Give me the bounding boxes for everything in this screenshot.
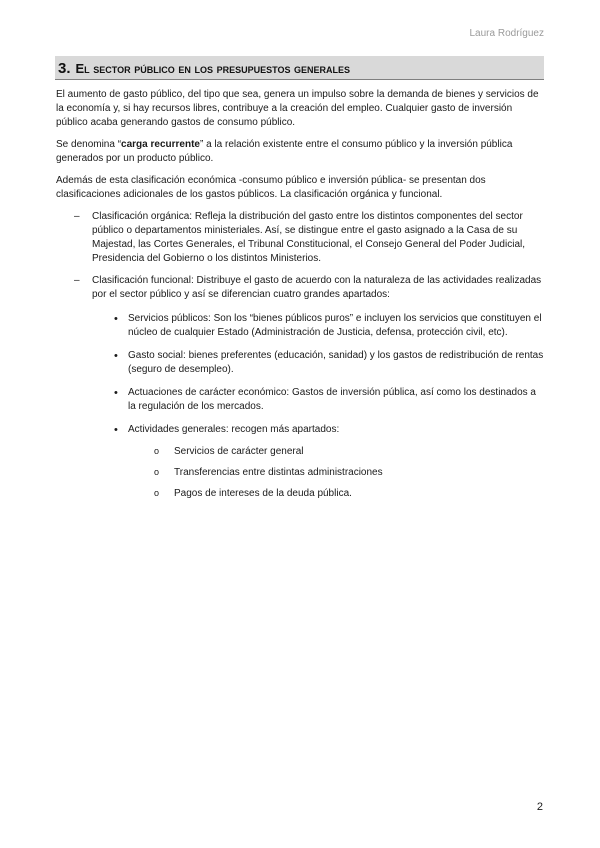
section-body — [56, 88, 544, 510]
list-item — [92, 423, 544, 501]
list-item — [92, 312, 544, 340]
list-item — [92, 386, 544, 414]
classification-organica — [56, 210, 544, 266]
page-number: 2 — [536, 801, 543, 813]
section-heading — [55, 56, 544, 80]
list-item-text: Actuaciones de carácter económico: Gastos de inversión pública, así como los destinados a la regulación de los mercados. — [128, 387, 536, 412]
sub-list-item: o Pagos de intereses de la deuda pública. — [128, 487, 544, 501]
section-title: El sector público en los presupuestos generales — [75, 61, 351, 76]
list-item-text: Servicios públicos: Son los “bienes públicos puros” e incluyen los servicios que constituyen el núcleo de cualquier Estado (Administración de Justicia, defensa, protección civil, etc). — [128, 313, 542, 338]
general-subitems-list — [128, 445, 544, 501]
paragraph-clasificaciones: Además de esta clasificación económica -consumo público e inversión pública- se presentan dos clasificaciones adicionales de los gastos públicos. La clasificación orgánica y funcional. — [56, 175, 486, 200]
paragraph-text: Se denomina “ — [56, 139, 122, 150]
list-item-text: Gasto social: bienes preferentes (educación, sanidad) y los gastos de redistribución de rentas (seguro de desempleo). — [128, 350, 544, 375]
classification-funcional — [56, 274, 544, 501]
list-item-text: Actividades generales: recogen más apartados: — [128, 424, 340, 435]
sub-list-item: o Transferencias entre distintas administraciones — [128, 466, 544, 480]
paragraph-text: ” a la relación existente entre el consumo público y la inversión pública generados por un producto público. — [56, 139, 513, 164]
header-author: Laura Rodríguez — [469, 28, 544, 39]
paragraph-gasto-publico: El aumento de gasto público, del tipo que sea, genera un impulso sobre la demanda de bienes y servicios de la economía y, si hay recursos libres, contribuye a la creación del empleo. Cualquier gasto de inversión público acaba generando gastos de consumo público. — [56, 89, 539, 128]
list-item-text: Clasificación orgánica: Refleja la distribución del gasto entre los distintos componentes del sector público o departamentos ministeriales. Así, se distingue entre el gasto asignado a la Casa de su Majestad, las Cortes Generales, el Tribunal Constitucional, el Consejo General del Poder Judicial, Presidencia del Gobierno o los distintos Ministerios. — [92, 211, 526, 264]
term-carga-recurrente: carga recurrente — [121, 139, 200, 150]
functional-items-list — [92, 312, 544, 501]
sub-list-item: o Servicios de carácter general — [128, 445, 544, 459]
classification-list — [56, 210, 544, 501]
section-number: 3. — [58, 60, 71, 77]
list-item-text: Clasificación funcional: Distribuye el gasto de acuerdo con la naturaleza de las actividades realizadas por el sector público y así se diferencian cuatro grandes apartados: — [92, 275, 542, 300]
paragraph-carga-recurrente — [56, 138, 544, 166]
list-item — [92, 349, 544, 377]
